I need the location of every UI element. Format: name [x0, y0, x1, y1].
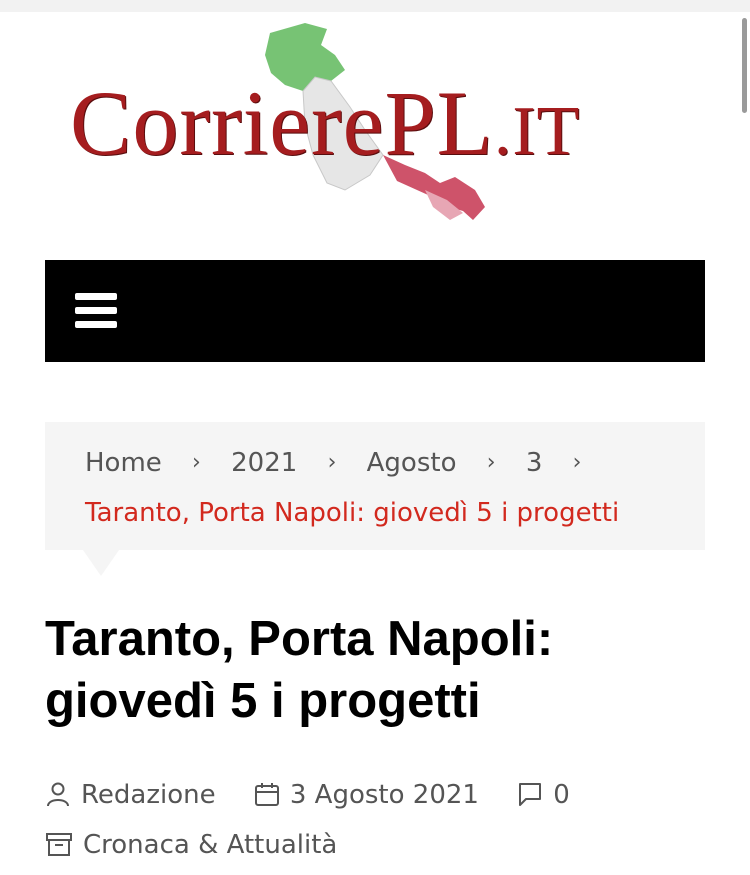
category-name: Cronaca & Attualità	[83, 830, 338, 860]
chevron-right-icon: ›	[486, 450, 496, 475]
author-name: Redazione	[81, 780, 216, 810]
chevron-right-icon: ›	[327, 450, 337, 475]
comments-link[interactable]	[517, 780, 570, 810]
archive-box-icon	[45, 831, 73, 857]
breadcrumb-month[interactable]: Agosto	[366, 448, 457, 478]
article-title: Taranto, Porta Napoli: giovedì 5 i progetti	[45, 612, 554, 728]
calendar-icon	[254, 781, 280, 807]
breadcrumb-year[interactable]: 2021	[231, 448, 298, 478]
comment-count: 0	[553, 780, 570, 810]
category-link[interactable]	[45, 830, 337, 860]
scrollbar[interactable]	[742, 18, 747, 113]
author-link[interactable]	[45, 780, 224, 810]
breadcrumb-day[interactable]: 3	[525, 448, 543, 478]
article-category	[45, 830, 367, 860]
chevron-right-icon: ›	[572, 450, 582, 475]
breadcrumb-home[interactable]: Home	[85, 448, 162, 478]
post-date: 3 Agosto 2021	[289, 780, 479, 810]
chevron-right-icon: ›	[192, 450, 201, 475]
site-logo[interactable]	[45, 15, 705, 230]
breadcrumb-current: Taranto, Porta Napoli: giovedì 5 i progetti	[85, 498, 620, 528]
top-strip	[0, 0, 750, 12]
hamburger-menu-icon[interactable]	[75, 293, 117, 329]
comment-icon	[517, 781, 543, 807]
date-link[interactable]	[254, 780, 487, 810]
article-meta	[45, 780, 600, 810]
user-icon	[45, 781, 71, 807]
breadcrumb	[45, 422, 705, 550]
main-navigation-bar	[45, 260, 705, 362]
logo-wordmark: CorrierePL.IT	[70, 72, 581, 174]
